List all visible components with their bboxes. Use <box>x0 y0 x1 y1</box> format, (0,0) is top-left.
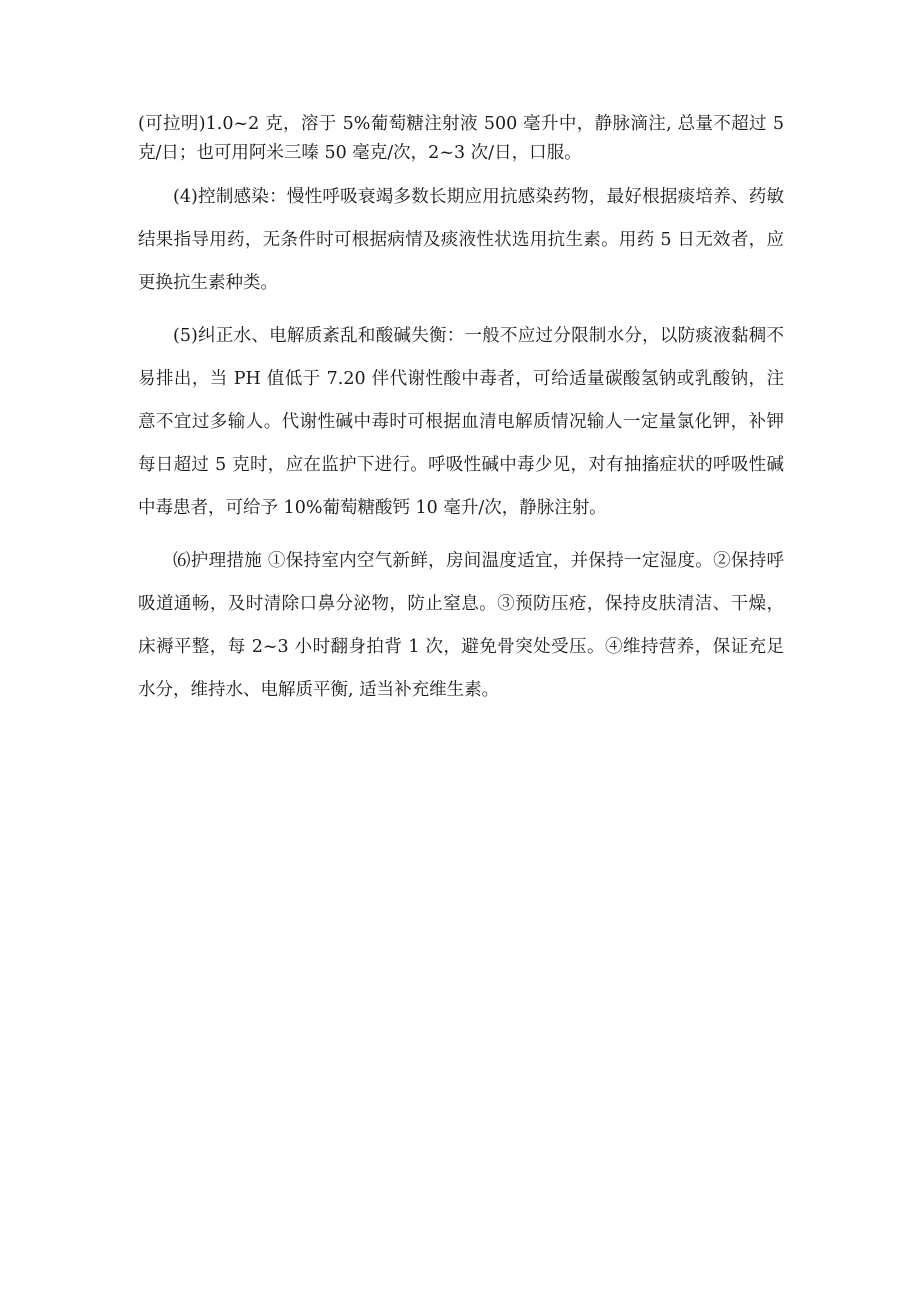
paragraph-spacer <box>138 168 784 176</box>
paragraph-spacer <box>138 305 784 315</box>
document-body <box>138 110 784 712</box>
paragraph-electrolyte-balance: (5)纠正水、电解质紊乱和酸碱失衡：一般不应过分限制水分，以防痰液黏稠不易排出，当 PH 值低于 7.20 伴代谢性酸中毒者，可给适量碳酸氢钠或乳酸钠，注意不宜过多输人。代谢性碱中毒时可根据血清电解质情况输人一定量氯化钾，补钾每日超过 5 克时，应在监护下进行。呼吸性碱中毒少见，对有抽搐症状的呼吸性碱中毒患者，可给予 10%葡萄糖酸钙 10 毫升/次，静脉注射。 <box>138 326 784 518</box>
paragraph-spacer <box>138 530 784 540</box>
paragraph-nursing-measures: ⑹护理措施 ①保持室内空气新鲜，房间温度适宜，并保持一定湿度。②保持呼吸道通畅，及时清除口鼻分泌物，防止窒息。③预防压疮，保持皮肤清洁、干燥，床褥平整，每 2~3 小时翻身拍背 1 次，避免骨突处受压。④维持营养，保证充足水分，维持水、电解质平衡, 适当补充维生素。 <box>138 551 784 700</box>
paragraph-infection-control: (4)控制感染：慢性呼吸衰竭多数长期应用抗感染药物，最好根据痰培养、药敏结果指导用药，无条件时可根据病情及痰液性状选用抗生素。用药 5 日无效者，应更换抗生素种类。 <box>138 187 784 293</box>
paragraph-dosage-continuation: (可拉明)1.0~2 克，溶于 5%葡萄糖注射液 500 毫升中，静脉滴注, 总量不超过 5 克/日；也可用阿米三嗪 50 毫克/次，2~3 次/日，口服。 <box>138 114 784 163</box>
